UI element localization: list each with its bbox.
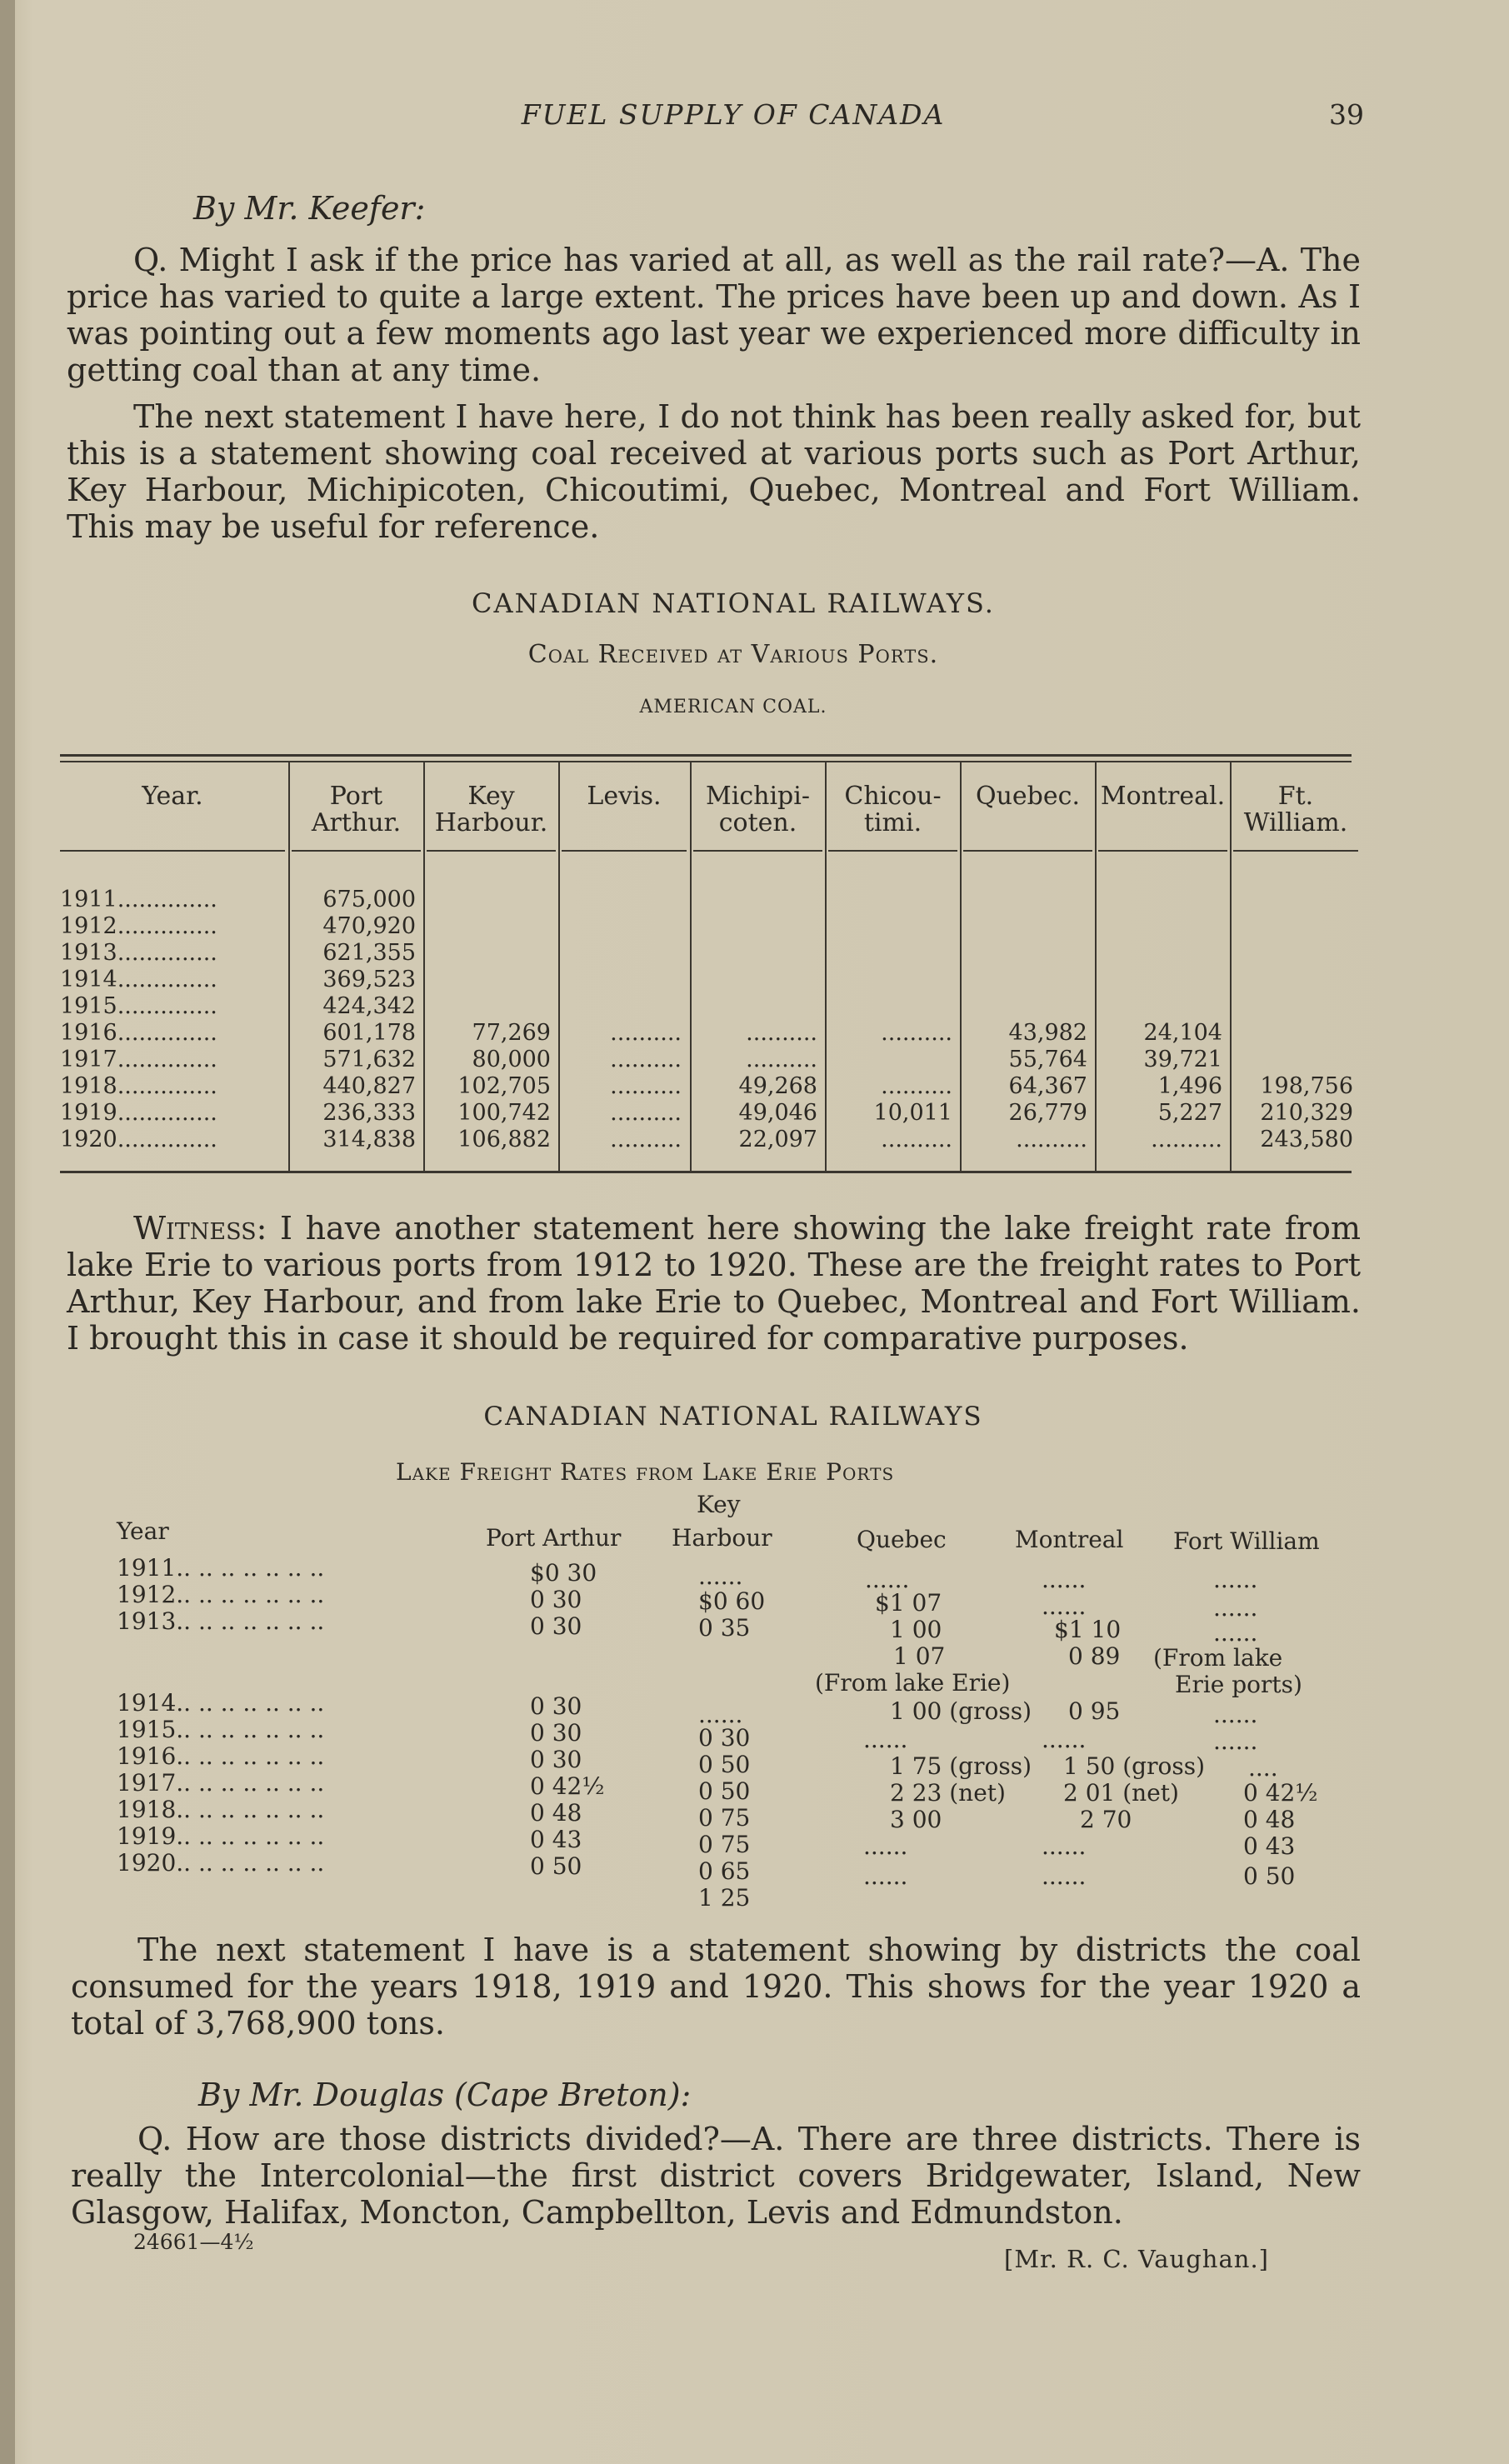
table1-column-divider [960,762,962,1171]
table2-montreal-rate: 0 95 [1068,1697,1121,1725]
table1-cell-port-arthur: 236,333 [322,1100,416,1126]
table1-top-rule [60,754,1352,757]
table1-cell-year: 1914.............. [60,967,217,992]
table1-cell-port-arthur: 571,632 [322,1047,416,1072]
speaker-keefer: By Mr. Keefer: [193,190,426,227]
table1-cell-key-harbour: 106,882 [457,1127,551,1152]
table2-fort-william-rate: Erie ports) [1175,1671,1302,1698]
table1-header-chicoutimi: Chicou- timi. [844,782,942,837]
table1-cell-fort-william: 210,329 [1260,1100,1353,1126]
table2-year: 1911.. .. .. .. .. .. .. [117,1554,325,1582]
table2-quebec-rate: ...... [863,1726,908,1753]
table2-montreal-rate: 2 70 [1080,1806,1132,1833]
table2-fort-william-rate: ...... [1213,1566,1258,1593]
table2-header-fort-william: Fort William [1173,1527,1320,1555]
table2-header-harbour: Harbour [672,1524,772,1552]
table1-cell-levis: .......... [610,1073,682,1099]
table1-column-divider [825,762,827,1171]
table1-top-rule-thin [60,761,1352,762]
table2-quebec-rate: ...... [863,1862,908,1890]
table2-key-harbour-rate: 0 75 [698,1831,751,1858]
table2-montreal-rate: ...... [1042,1862,1087,1890]
table1-cell-quebec: 55,764 [1008,1047,1087,1072]
table1-cell-michipicoten: .......... [746,1020,817,1046]
page-number: 39 [1329,98,1364,131]
table2-key-harbour-rate: 0 30 [698,1724,751,1752]
table2-year: 1917.. .. .. .. .. .. .. [117,1769,325,1797]
table2-year: 1913.. .. .. .. .. .. .. [117,1607,325,1635]
table1-cell-year: 1915.............. [60,993,217,1019]
table2-fort-william-rate: 0 42½ [1243,1779,1318,1807]
running-title: FUEL SUPPLY OF CANADA [521,98,946,131]
table1-cell-quebec: .......... [1016,1127,1087,1152]
table1-header-quebec: Quebec. [976,782,1080,811]
table2-montreal-rate: 2 01 (net) [1063,1779,1179,1807]
table2-header-key: Key [697,1491,741,1518]
speaker-attribution: [Mr. R. C. Vaughan.] [1004,2245,1269,2273]
table2-montreal-rate: 1 50 (gross) [1063,1752,1205,1780]
table2-quebec-rate: 2 23 (net) [890,1779,1006,1807]
table2-year: 1919.. .. .. .. .. .. .. [117,1822,325,1850]
table1-subsubtitle: AMERICAN COAL. [639,697,827,717]
table1-cell-chicoutimi: .......... [881,1020,952,1046]
table1-cell-quebec: 26,779 [1008,1100,1087,1126]
table2-key-harbour-rate: 1 25 [698,1884,751,1912]
table2-fort-william-rate: 0 48 [1243,1806,1296,1833]
table2-montreal-rate: 0 89 [1068,1642,1121,1670]
table2-montreal-rate: ...... [1042,1832,1087,1860]
table1-cell-year: 1916.............. [60,1020,217,1046]
table1-cell-quebec: 43,982 [1008,1020,1087,1046]
table2-quebec-rate: 1 00 (gross) [890,1697,1032,1725]
table1-title: CANADIAN NATIONAL RAILWAYS. [472,587,995,619]
table2-montreal-rate: ...... [1042,1726,1087,1753]
table2-quebec-rate: ...... [865,1566,910,1593]
table1-cell-port-arthur: 621,355 [322,940,416,966]
question-paragraph-1: Q. Might I ask if the price has varied at all, as well as the rail rate?—A. The price has varied to quite a large extent. The prices have been up and down. As I was pointing out a few moments ago last year we experienced more difficulty in getting coal than at any time. [67,242,1361,388]
table1-cell-port-arthur: 470,920 [322,913,416,939]
table1-cell-port-arthur: 369,523 [322,967,416,992]
table1-cell-fort-william: 243,580 [1260,1127,1353,1152]
districts-paragraph: The next statement I have is a statement showing by districts the coal consumed for the years 1918, 1919 and 1920. This shows for the year 1920 a total of 3,768,900 tons. [71,1932,1361,2042]
table2-key-harbour-rate: 0 50 [698,1751,751,1778]
table2-fort-william-rate: ...... [1213,1594,1258,1622]
table2-year: 1914.. .. .. .. .. .. .. [117,1689,325,1717]
table1-subtitle: Coal Received at Various Ports. [527,640,939,669]
table1-cell-year: 1918.............. [60,1073,217,1099]
table2-year: 1918.. .. .. .. .. .. .. [117,1796,325,1823]
table2-port-arthur-rate: 0 30 [530,1586,582,1613]
witness-text: I have another statement here showing the lake freight rate from lake Erie to various ports from 1912 to 1920. These are the freight rates to Port Arthur, Key Harbour, and from lake Erie to Quebec, Montreal and Fort William. I brought this in case it should be required for comparative purposes. [67,1210,1361,1357]
table1-cell-year: 1919.............. [60,1100,217,1126]
table1-header-underline [828,850,957,852]
table2-fort-william-rate: ...... [1213,1701,1258,1728]
table2-key-harbour-rate: $0 60 [698,1587,766,1615]
table2-port-arthur-rate: 0 48 [530,1799,582,1827]
table1-header-underline [693,850,822,852]
table1-cell-levis: .......... [610,1127,682,1152]
table1-cell-michipicoten: 49,046 [738,1100,817,1126]
table2-port-arthur-rate: 0 30 [530,1692,582,1720]
table1-cell-port-arthur: 424,342 [322,993,416,1019]
table1-cell-port-arthur: 440,827 [322,1073,416,1099]
table2-fort-william-rate: ...... [1213,1619,1258,1647]
page-binding-edge [0,0,15,2464]
table1-header-underline [963,850,1092,852]
table2-quebec-rate: 1 00 [890,1616,942,1643]
table2-fort-william-rate: ...... [1213,1727,1258,1755]
speaker-douglas: By Mr. Douglas (Cape Breton): [198,2077,692,2113]
table1-header-michipicoten: Michipi- coten. [706,782,810,837]
table1-cell-port-arthur: 675,000 [322,887,416,912]
table2-header-year: Year [117,1517,169,1545]
table1-column-divider [1095,762,1097,1171]
table2-port-arthur-rate: 0 42½ [530,1772,605,1800]
table2-subtitle: Lake Freight Rates from Lake Erie Ports [396,1458,895,1486]
table2-quebec-rate: 1 75 (gross) [890,1752,1032,1780]
table1-cell-year: 1913.............. [60,940,217,966]
witness-paragraph [67,1210,1361,1357]
table1-header-underline [60,850,285,852]
table1-cell-fort-william: 198,756 [1260,1073,1353,1099]
table1-cell-michipicoten: 22,097 [738,1127,817,1152]
table2-port-arthur-rate: 0 43 [530,1826,582,1853]
table2-quebec-rate: (From lake Erie) [815,1669,1011,1697]
table1-cell-levis: .......... [610,1047,682,1072]
table1-cell-key-harbour: 80,000 [472,1047,551,1072]
table2-fort-william-rate: .... [1248,1754,1278,1782]
table2-port-arthur-rate: 0 30 [530,1612,582,1640]
statement-paragraph-1: The next statement I have here, I do not think has been really asked for, but this is a statement showing coal received at various ports such as Port Arthur, Key Harbour, Michipicoten, Chicoutimi, Quebec, Montreal and Fort William. This may be useful for reference. [67,398,1361,545]
table1-cell-quebec: 64,367 [1008,1073,1087,1099]
table1-header-port-arthur: Port Arthur. [311,782,402,837]
table2-key-harbour-rate: 0 65 [698,1857,751,1885]
table2-fort-william-rate: 0 43 [1243,1832,1296,1860]
table1-header-levis: Levis. [587,782,662,811]
table2-key-harbour-rate: ...... [698,1562,743,1590]
table1-bottom-rule [60,1171,1352,1173]
table2-key-harbour-rate: 0 75 [698,1804,751,1832]
table1-cell-key-harbour: 77,269 [472,1020,551,1046]
table1-cell-chicoutimi: .......... [881,1073,952,1099]
table1-header-key-harbour: Key Harbour. [434,782,548,837]
table1-cell-year: 1911.............. [60,887,217,912]
table2-fort-william-rate: (From lake [1153,1644,1283,1672]
table1-cell-montreal: .......... [1151,1127,1222,1152]
table1-cell-year: 1912.............. [60,913,217,939]
table1-header-underline [427,850,556,852]
table1-column-divider [288,762,290,1171]
table2-key-harbour-rate: ...... [698,1701,743,1728]
table2-year: 1912.. .. .. .. .. .. .. [117,1581,325,1608]
table1-cell-key-harbour: 102,705 [457,1073,551,1099]
table1-cell-montreal: 39,721 [1143,1047,1222,1072]
table1-cell-key-harbour: 100,742 [457,1100,551,1126]
table2-montreal-rate: ...... [1042,1592,1087,1620]
table2-year: 1916.. .. .. .. .. .. .. [117,1742,325,1770]
table1-cell-port-arthur: 601,178 [322,1020,416,1046]
table1-cell-levis: .......... [610,1020,682,1046]
table1-cell-port-arthur: 314,838 [322,1127,416,1152]
table1-header-underline [292,850,421,852]
table2-header-port-arthur: Port Arthur [486,1524,622,1552]
table2-quebec-rate: 3 00 [890,1806,942,1833]
table2-year: 1915.. .. .. .. .. .. .. [117,1716,325,1743]
table2-fort-william-rate: 0 50 [1243,1862,1296,1890]
table2-montreal-rate: ...... [1042,1566,1087,1593]
table2-quebec-rate: $1 07 [875,1589,942,1617]
table1-cell-montreal: 5,227 [1157,1100,1222,1126]
table2-port-arthur-rate: 0 30 [530,1746,582,1773]
table2-quebec-rate: 1 07 [893,1642,946,1670]
table1-header-montreal: Montreal. [1100,782,1226,811]
table1-column-divider [423,762,425,1171]
table2-port-arthur-rate: 0 50 [530,1852,582,1880]
table1-column-divider [1230,762,1232,1171]
witness-label: Witness: [133,1210,267,1247]
table2-port-arthur-rate: 0 30 [530,1719,582,1747]
table2-port-arthur-rate: $0 30 [530,1559,597,1587]
question-paragraph-2: Q. How are those districts divided?—A. There are three districts. There is really the Intercolonial—the first district covers Bridgewater, Island, New Glasgow, Halifax, Moncton, Campbellton, Levis and Edmundston. [71,2121,1361,2231]
table2-year: 1920.. .. .. .. .. .. .. [117,1849,325,1877]
table1-header-underline [1098,850,1227,852]
table1-cell-montreal: 24,104 [1143,1020,1222,1046]
table1-cell-year: 1917.............. [60,1047,217,1072]
table2-key-harbour-rate: 0 35 [698,1614,751,1642]
table2-title: CANADIAN NATIONAL RAILWAYS [483,1402,983,1432]
table1-cell-chicoutimi: 10,011 [873,1100,952,1126]
table2-header-quebec: Quebec [857,1526,947,1553]
table2-quebec-rate: ...... [863,1832,908,1860]
table2-key-harbour-rate: 0 50 [698,1777,751,1805]
table1-header-underline [562,850,687,852]
table2-montreal-rate: $1 10 [1054,1616,1122,1643]
table1-cell-levis: .......... [610,1100,682,1126]
table1-cell-michipicoten: 49,268 [738,1073,817,1099]
table1-column-divider [558,762,560,1171]
table1-header-year: Year. [142,782,203,811]
table1-header-underline [1233,850,1358,852]
table2-header-montreal: Montreal [1015,1526,1124,1553]
table1-column-divider [690,762,692,1171]
table1-cell-chicoutimi: .......... [881,1127,952,1152]
table1-cell-michipicoten: .......... [746,1047,817,1072]
table1-cell-montreal: 1,496 [1157,1073,1222,1099]
printer-signature: 24661—4½ [133,2230,254,2254]
table1-cell-year: 1920.............. [60,1127,217,1152]
table1-header-fort-william: Ft. William. [1243,782,1348,837]
